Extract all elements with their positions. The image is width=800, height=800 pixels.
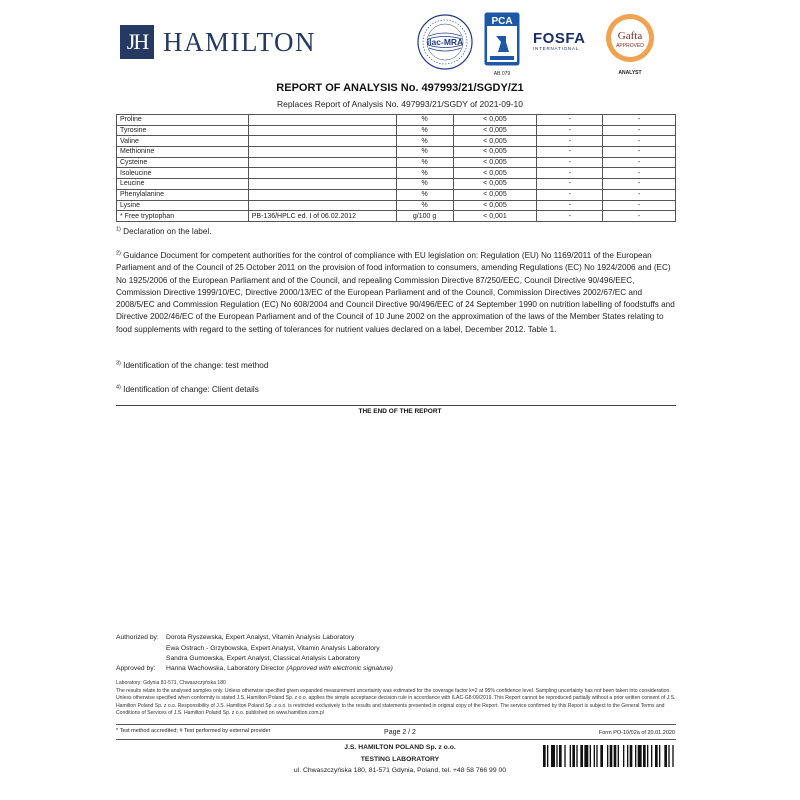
barcode-bar: [580, 745, 583, 767]
table-row: [117, 211, 676, 222]
barcode-bar: [594, 745, 595, 767]
footer-divider-2: [116, 739, 676, 740]
barcode-bar: [618, 745, 619, 767]
barcode-bar: [668, 745, 669, 767]
barcode-bar: [643, 745, 646, 767]
barcode-bar: [638, 745, 642, 767]
disclaimer-text: The results relate to the analysed samples only. Unless otherwise specified given expanded measurement uncertainty was estimated for the coverage factor k=2 at 95% confidence level. Sampling uncertainty has not been taken into consideration. Unless otherwise specified when conformity is stated J.S. Hamilton Poland Sp. z o.o. applies the simple acceptance decision rule in accordance with ILAC-G8:09/2019. This Report cannot be reproduced partially without a prior written consent of J.S. Hamilton Poland Sp. z o.o. Responsibility of J.S. Hamilton Poland Sp. z o.o. is restricted exclusively to the results and statements presented in original copy of the Report. The service confirmed by this Report is subject to the General Terms and Conditions of Services of J.S. Hamilton Poland Sp. z o.o. published on www.hamilton.com.pl: [116, 688, 676, 716]
table-row: [117, 147, 676, 158]
barcode-bar: [564, 745, 565, 767]
table-cell-c6: -: [603, 211, 676, 222]
table-row: [117, 136, 676, 147]
table-cell-c5: -: [537, 115, 603, 126]
lab-location: Laboratory: Gdynia 81-571, Chwaszczyńska 180: [116, 680, 226, 686]
table-cell-method: [248, 200, 396, 211]
table-cell-name: Leucine: [117, 179, 249, 190]
barcode-bar: [543, 745, 546, 767]
table-row: [117, 168, 676, 179]
fosfa-text: FOSFA: [533, 30, 586, 47]
company-address: ul. Chwaszczyńska 180, 81-571 Gdynia, Poland, tel. +48 58 766 99 00: [293, 767, 507, 774]
barcode-bar: [614, 745, 617, 767]
footer-divider-1: [116, 724, 676, 725]
hamilton-logo-mark: JH: [120, 25, 154, 59]
ilac-mra-seal: [415, 12, 475, 72]
end-divider: [116, 405, 676, 406]
table-cell-unit: g/100 g: [396, 211, 453, 222]
table-cell-result: < 0,005: [453, 179, 537, 190]
gafta-seal: [603, 12, 657, 76]
table-cell-name: Proline: [117, 115, 249, 126]
gafta-sub: ANALYST: [618, 70, 642, 76]
table-cell-method: PB-136/HPLC ed. I of 06.02.2012: [248, 211, 396, 222]
footnote-1: $^{1)}$ Declaration on the label.: [116, 226, 212, 236]
authorized-person-3: Sandra Gumowska, Expert Analyst, Classical Analysis Laboratory: [166, 655, 361, 662]
table-cell-unit: %: [396, 179, 453, 190]
barcode-bar: [627, 745, 628, 767]
table-cell-c5: -: [537, 179, 603, 190]
table-cell-c5: -: [537, 211, 603, 222]
barcode-bar: [659, 745, 660, 767]
pca-number: AB 079: [493, 71, 511, 77]
table-cell-unit: %: [396, 136, 453, 147]
table-cell-result: < 0,001: [453, 211, 537, 222]
footnote-2: $^{2)}$ Guidance Document for competent authorities for the control of compliance with EU legislation on: Regulation (EU) No 1169/2011 of the European Parliament and of the Council of 25 October 2011 on the provision of food information to consumers, amending Regulations (EC) No 1924/2006 and (EC) No 1925/2006 of the European Parliament and of the Council, and repealing Commission Directive 87/250/EEC, Council Directive 90/496/EEC, Commission Directive 1999/10/EC, Directive 2000/13/EC of the European Parliament and of the Council, Commission Directives 2002/67/EC and 2008/5/EC and Commission Regulation (EC) No 608/2004 and Council Directive 90/496/EEC of 24 September 1990 on nutrition labelling of foodstuffs and Directive 2002/46/EC of the European Parliament and of the Council of 10 June 2002 on the approximation of the laws of the Member States relating to food supplements with regard to the setting of tolerances for nutrient values declared on a label, December 2012. Table 1.: [116, 250, 675, 334]
table-cell-method: [248, 125, 396, 136]
table-cell-name: Methionine: [117, 147, 249, 158]
barcode-bar: [576, 745, 577, 767]
approved-label: Approved by:: [116, 665, 156, 672]
table-cell-result: < 0,005: [453, 125, 537, 136]
report-title: REPORT OF ANALYSIS No. 497993/21/SGDY/Z1: [276, 82, 524, 94]
table-cell-c5: -: [537, 168, 603, 179]
gafta-approved: APPROVED: [616, 43, 644, 49]
barcode: [543, 745, 675, 767]
table-cell-unit: %: [396, 157, 453, 168]
table-cell-c6: -: [603, 157, 676, 168]
barcode-bar: [547, 745, 548, 767]
form-reference: Form PO-10/02a of 20.01.2020: [598, 730, 675, 736]
table-cell-c5: -: [537, 125, 603, 136]
table-cell-result: < 0,005: [453, 115, 537, 126]
table-cell-method: [248, 168, 396, 179]
barcode-bar: [584, 745, 588, 767]
table-cell-result: < 0,005: [453, 136, 537, 147]
approved-by: Hanna Wachowska, Laboratory Director (Approved with electronic signature): [166, 665, 393, 672]
barcode-bar: [600, 745, 603, 767]
table-row: [117, 115, 676, 126]
barcode-bar: [607, 745, 608, 767]
barcode-bar: [570, 745, 571, 767]
table-row: [117, 179, 676, 190]
barcode-bar: [623, 745, 624, 767]
table-cell-c6: -: [603, 147, 676, 158]
table-cell-c6: -: [603, 125, 676, 136]
table-cell-name: Isoleucine: [117, 168, 249, 179]
footnote-3: $^{3)}$ Identification of the change: test method: [116, 360, 269, 370]
table-cell-c5: -: [537, 147, 603, 158]
fosfa-sub: INTERNATIONAL: [533, 46, 580, 51]
barcode-bar: [590, 745, 591, 767]
footnote-4: $^{4)}$ Identification of change: Client details: [116, 384, 259, 394]
table-cell-c6: -: [603, 179, 676, 190]
table-row: [117, 125, 676, 136]
barcode-bar: [551, 745, 555, 767]
barcode-bar: [556, 745, 557, 767]
testing-laboratory: TESTING LABORATORY: [360, 756, 440, 763]
barcode-bar: [655, 745, 658, 767]
barcode-bar: [635, 745, 636, 767]
authorized-label: Authorized by:: [116, 634, 159, 641]
barcode-bar: [664, 745, 667, 767]
table-row: [117, 189, 676, 200]
table-cell-unit: %: [396, 200, 453, 211]
report-subtitle: Replaces Report of Analysis No. 497993/21/SGDY of 2021-09-10: [276, 99, 524, 109]
end-of-report: THE END OF THE REPORT: [358, 408, 442, 415]
table-cell-c6: -: [603, 168, 676, 179]
table-cell-c6: -: [603, 115, 676, 126]
pca-badge: [484, 12, 520, 78]
table-cell-unit: %: [396, 115, 453, 126]
table-cell-unit: %: [396, 125, 453, 136]
barcode-bar: [596, 745, 597, 767]
table-cell-result: < 0,005: [453, 200, 537, 211]
table-cell-method: [248, 115, 396, 126]
ilac-mra-text: ilac-MRA: [426, 37, 464, 47]
table-cell-unit: %: [396, 189, 453, 200]
table-cell-name: Cysteine: [117, 157, 249, 168]
table-cell-name: Tyrosine: [117, 125, 249, 136]
table-cell-c6: -: [603, 200, 676, 211]
barcode-bar: [630, 745, 633, 767]
gafta-text: Gafta: [617, 30, 643, 42]
table-cell-result: < 0,005: [453, 189, 537, 200]
authorized-person-1: Dorota Ryszewska, Expert Analyst, Vitamin Analysis Laboratory: [166, 634, 355, 641]
barcode-bar: [610, 745, 613, 767]
table-cell-unit: %: [396, 168, 453, 179]
table-cell-name: Lysine: [117, 200, 249, 211]
authorized-person-2: Ewa Ostrach - Grzybowska, Expert Analyst, Vitamin Analysis Laboratory: [166, 645, 380, 652]
table-cell-c5: -: [537, 189, 603, 200]
barcode-bar: [672, 745, 673, 767]
table-cell-name: Phenylalanine: [117, 189, 249, 200]
results-table: [116, 114, 676, 222]
barcode-bar: [559, 745, 562, 767]
table-cell-c6: -: [603, 136, 676, 147]
table-cell-name: Valine: [117, 136, 249, 147]
barcode-bar: [572, 745, 575, 767]
table-cell-method: [248, 147, 396, 158]
page-number: Page 2 / 2: [384, 729, 416, 736]
table-cell-method: [248, 179, 396, 190]
barcode-bar: [647, 745, 648, 767]
barcode-bar: [651, 745, 652, 767]
table-cell-result: < 0,005: [453, 168, 537, 179]
table-cell-c5: -: [537, 200, 603, 211]
hamilton-logo-text: HAMILTON: [163, 27, 317, 57]
pca-text: PCA: [491, 16, 513, 27]
fosfa-logo: [533, 30, 593, 51]
table-cell-unit: %: [396, 147, 453, 158]
table-cell-result: < 0,005: [453, 147, 537, 158]
table-row: [117, 200, 676, 211]
table-cell-c5: -: [537, 157, 603, 168]
table-row: [117, 157, 676, 168]
table-cell-name: * Free tryptophan: [117, 211, 249, 222]
table-cell-method: [248, 136, 396, 147]
table-cell-c6: -: [603, 189, 676, 200]
table-cell-result: < 0,005: [453, 157, 537, 168]
accreditation-note: * Test method accredited; # Test performed by external provider: [116, 728, 271, 734]
table-cell-method: [248, 157, 396, 168]
company-name: J.S. HAMILTON POLAND Sp. z o.o.: [344, 744, 456, 751]
table-cell-method: [248, 189, 396, 200]
table-cell-c5: -: [537, 136, 603, 147]
